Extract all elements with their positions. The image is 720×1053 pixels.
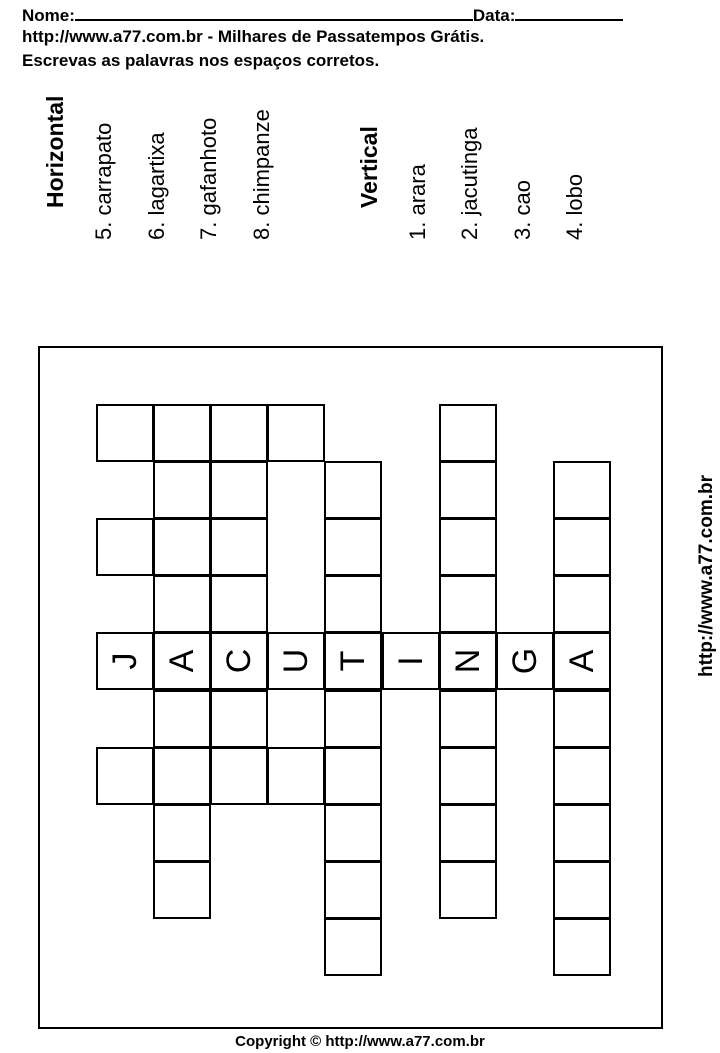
crossword-cell[interactable] — [439, 404, 497, 462]
crossword-cell[interactable] — [553, 690, 611, 748]
crossword-letter: T — [334, 650, 372, 672]
crossword-letter: U — [277, 648, 315, 674]
vertical-clue-4: 4. lobo — [562, 173, 587, 240]
crossword-letter: I — [392, 656, 430, 666]
crossword-cell[interactable] — [267, 404, 325, 462]
crossword-cell[interactable] — [96, 632, 154, 690]
horizontal-title: Horizontal — [42, 95, 68, 208]
horizontal-clue-6: 6. lagartixa — [144, 132, 169, 240]
date-blank-line[interactable] — [515, 3, 623, 21]
crossword-letter: C — [220, 648, 258, 674]
crossword-cell[interactable] — [210, 632, 268, 690]
name-blank-line[interactable] — [75, 3, 473, 21]
crossword-cell[interactable] — [96, 518, 154, 576]
crossword-cell[interactable] — [553, 575, 611, 633]
crossword-board — [38, 346, 663, 1029]
crossword-letter: G — [506, 647, 544, 675]
crossword-cell[interactable] — [439, 632, 497, 690]
crossword-cell[interactable] — [210, 461, 268, 519]
crossword-cell[interactable] — [439, 804, 497, 862]
vertical-clue-2: 2. jacutinga — [457, 127, 482, 240]
side-url: http://www.a77.com.br — [696, 475, 717, 677]
crossword-cell[interactable] — [267, 747, 325, 805]
name-date-line — [22, 3, 623, 26]
crossword-cell[interactable] — [324, 518, 382, 576]
crossword-cell[interactable] — [267, 632, 325, 690]
crossword-cell[interactable] — [153, 461, 211, 519]
crossword-cell[interactable] — [210, 690, 268, 748]
crossword-cell[interactable] — [324, 690, 382, 748]
crossword-cell[interactable] — [324, 861, 382, 919]
crossword-letter: A — [563, 649, 601, 673]
crossword-cell[interactable] — [153, 404, 211, 462]
horizontal-clue-5: 5. carrapato — [91, 122, 116, 240]
nome-label: Nome: — [22, 6, 75, 25]
crossword-cell[interactable] — [324, 804, 382, 862]
crossword-cell[interactable] — [210, 404, 268, 462]
crossword-cell[interactable] — [553, 518, 611, 576]
crossword-cell[interactable] — [439, 575, 497, 633]
crossword-cell[interactable] — [439, 690, 497, 748]
crossword-cell[interactable] — [553, 747, 611, 805]
crossword-cell[interactable] — [553, 804, 611, 862]
horizontal-clue-8: 8. chimpanze — [249, 109, 274, 240]
crossword-cell[interactable] — [153, 632, 211, 690]
crossword-letter: J — [106, 652, 144, 670]
crossword-cell[interactable] — [96, 404, 154, 462]
crossword-cell[interactable] — [210, 518, 268, 576]
crossword-cell[interactable] — [324, 461, 382, 519]
crossword-cell[interactable] — [324, 575, 382, 633]
data-label: Data: — [472, 6, 516, 25]
instruction-line: Escrevas as palavras nos espaços corretos. — [22, 51, 380, 70]
crossword-cell[interactable] — [439, 861, 497, 919]
crossword-cell[interactable] — [324, 918, 382, 976]
crossword-cell[interactable] — [153, 747, 211, 805]
horizontal-clue-7: 7. gafanhoto — [196, 117, 221, 240]
crossword-cell[interactable] — [153, 690, 211, 748]
crossword-cell[interactable] — [553, 461, 611, 519]
crossword-cell[interactable] — [324, 747, 382, 805]
crossword-cell[interactable] — [210, 575, 268, 633]
vertical-clue-3: 3. cao — [510, 180, 535, 240]
vertical-title: Vertical — [356, 126, 382, 208]
crossword-cell[interactable] — [210, 747, 268, 805]
crossword-cell[interactable] — [153, 575, 211, 633]
crossword-cell[interactable] — [324, 632, 382, 690]
crossword-letter: N — [449, 648, 487, 674]
site-line: http://www.a77.com.br - Milhares de Passatempos Grátis. — [22, 27, 485, 46]
crossword-cell[interactable] — [153, 861, 211, 919]
crossword-cell[interactable] — [553, 861, 611, 919]
crossword-cell[interactable] — [439, 747, 497, 805]
crossword-letter: A — [163, 649, 201, 673]
crossword-cell[interactable] — [382, 632, 440, 690]
copyright-footer: Copyright © http://www.a77.com.br — [235, 1033, 485, 1050]
crossword-cell[interactable] — [496, 632, 554, 690]
crossword-cell[interactable] — [553, 632, 611, 690]
crossword-cell[interactable] — [153, 804, 211, 862]
vertical-clue-1: 1. arara — [405, 164, 430, 240]
crossword-cell[interactable] — [153, 518, 211, 576]
crossword-cell[interactable] — [553, 918, 611, 976]
crossword-cell[interactable] — [96, 747, 154, 805]
crossword-cell[interactable] — [439, 461, 497, 519]
crossword-cell[interactable] — [439, 518, 497, 576]
